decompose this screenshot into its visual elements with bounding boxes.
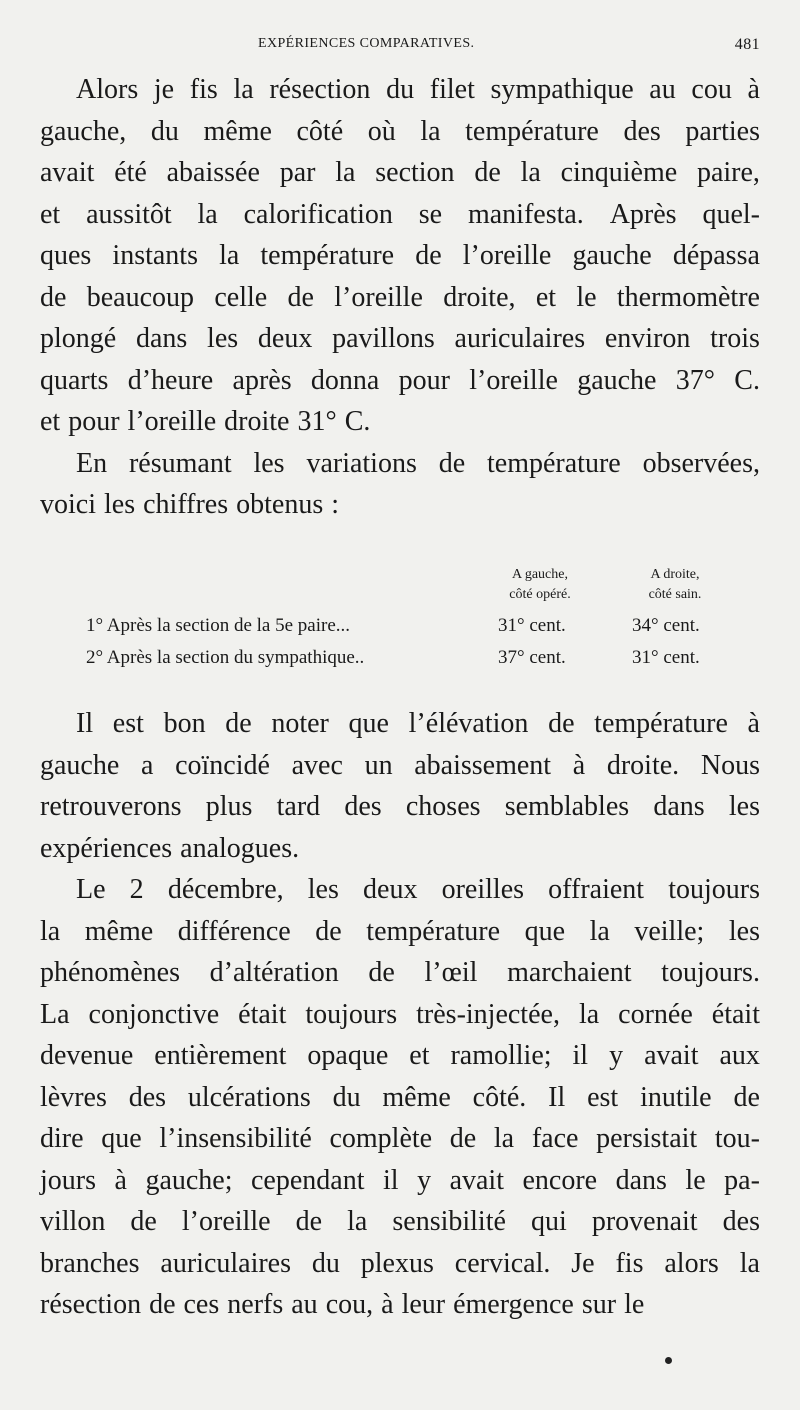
value-right: 31° cent. — [632, 647, 700, 668]
text-line: quarts d’heure après donna pour l’oreille gauche 37° C. — [40, 364, 760, 396]
text-line: plongé dans les deux pavillons auriculaires environ trois — [40, 323, 760, 354]
row-label: 1° Après la section de la 5e paire... — [86, 615, 351, 636]
row-label: 2° Après la section du sympathique.. — [86, 647, 365, 668]
value-right: 34° cent. — [632, 615, 700, 636]
text-line: jours à gauche; cependant il y avait encore dans le pa- — [40, 1164, 760, 1196]
column-header-right-line2: côté sain. — [648, 587, 702, 602]
text-line: la même différence de température que la veille; les — [40, 915, 760, 947]
text-line: branches auriculaires du plexus cervical. Je fis alors la — [40, 1247, 760, 1279]
text-line: Alors je fis la résection du filet sympathique au cou à — [76, 74, 760, 105]
column-header-left-line1: A gauche, — [512, 567, 568, 582]
column-header-right-line1: A droite, — [650, 567, 700, 582]
text-line: Il est bon de noter que l’élévation de température à — [76, 708, 760, 739]
text-line: phénomènes d’altération de l’œil marchaient toujours. — [40, 957, 760, 988]
running-title: EXPÉRIENCES COMPARATIVES. — [258, 36, 475, 51]
text-line: expériences analogues. — [40, 832, 300, 864]
text-line: gauche, du même côté où la température des parties — [40, 115, 760, 147]
text-line: lèvres des ulcérations du même côté. Il est inutile de — [40, 1081, 760, 1113]
text-line: et aussitôt la calorification se manifesta. Après quel- — [40, 198, 760, 230]
page-number: 481 — [734, 36, 760, 53]
table-row — [40, 611, 760, 641]
text-line: dire que l’insensibilité complète de la face persistait tou- — [40, 1123, 760, 1154]
text-line: villon de l’oreille de la sensibilité qui provenait des — [40, 1206, 760, 1237]
text-line: et pour l’oreille droite 31° C. — [40, 406, 371, 437]
table-row — [40, 643, 760, 673]
text-line: devenue entièrement opaque et ramollie; il y avait aux — [40, 1040, 760, 1071]
temperature-table — [40, 565, 760, 675]
text-line: En résumant les variations de température observées, — [76, 447, 760, 479]
text-line: avait été abaissée par la section de la cinquième paire, — [40, 157, 760, 188]
text-line: voici les chiffres obtenus : — [40, 489, 339, 520]
value-left: 31° cent. — [498, 615, 566, 636]
column-header-left — [490, 565, 590, 605]
text-line: Le 2 décembre, les deux oreilles offraient toujours — [76, 874, 760, 905]
text-line: La conjonctive était toujours très-injectée, la cornée était — [40, 998, 760, 1030]
text-line: de beaucoup celle de l’oreille droite, et le thermomètre — [40, 281, 760, 313]
running-head — [40, 36, 760, 60]
text-line: retrouverons plus tard des choses semblables dans les — [40, 791, 760, 822]
value-left: 37° cent. — [498, 647, 566, 668]
column-header-left-line2: côté opéré. — [509, 587, 571, 602]
text-line: ques instants la température de l’oreille gauche dépassa — [40, 240, 760, 271]
text-line: résection de ces nerfs au cou, à leur émergence sur le — [40, 1289, 645, 1320]
text-line: gauche a coïncidé avec un abaissement à droite. Nous — [40, 749, 760, 781]
ink-dot — [665, 1357, 672, 1364]
column-header-right — [625, 565, 725, 605]
